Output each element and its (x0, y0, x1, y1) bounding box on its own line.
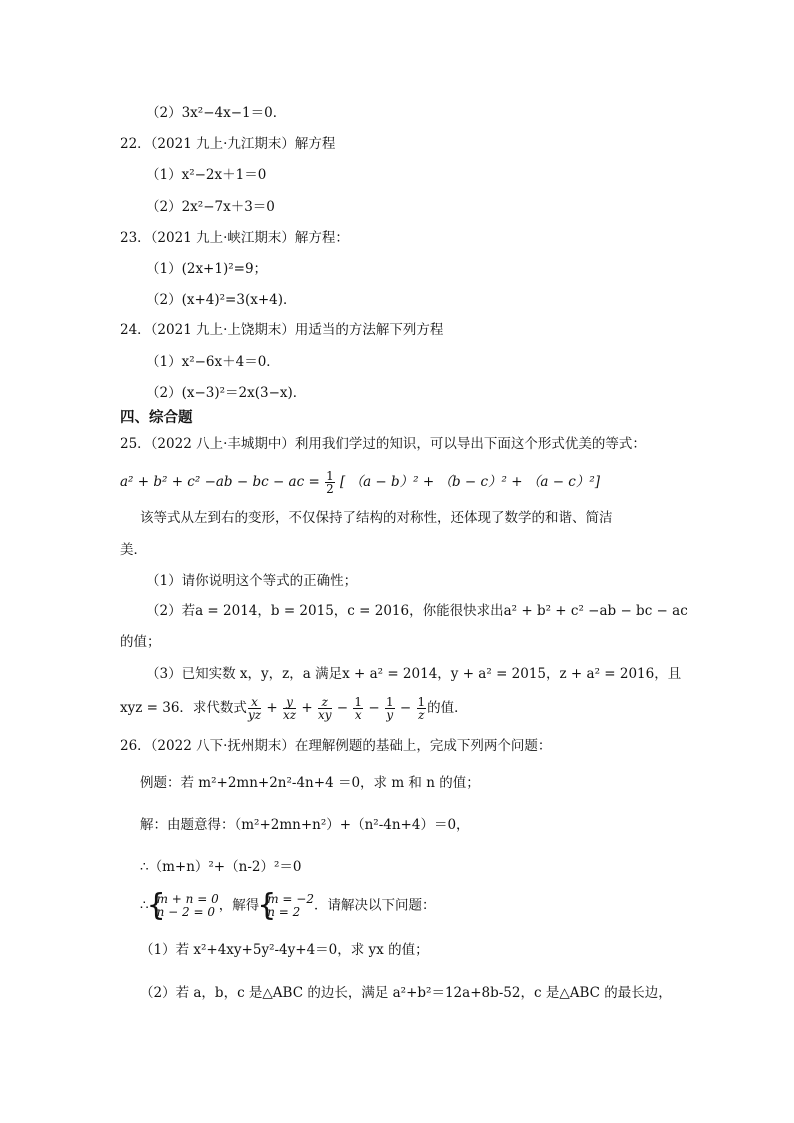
q25-remark: 该等式从左到右的变形，不仅保持了结构的对称性，还体现了数学的和谐、简洁 (140, 510, 613, 526)
q23-part2: （2）(x+4)²=3(x+4)． (146, 292, 297, 308)
q26-part2: （2）若 a，b，c 是△ABC 的边长，满足 a²+b²＝12a+8b-52，c 是△ABC 的最长边， (140, 985, 672, 1001)
frac-1-z (417, 696, 427, 721)
q25-part2: （2）若a = 2014，b = 2015，c = 2016，你能很快求出a² + b² + c² −ab − bc − ac (146, 603, 688, 619)
q21-part2: （2）3x²−4x−1＝0． (146, 105, 287, 121)
system-row: n = 2 (267, 905, 301, 919)
system-row: n − 2 = 0 (156, 905, 215, 919)
frac-num: 1 (354, 695, 363, 709)
q23-part1: （1）(2x+1)²=9； (146, 261, 268, 277)
q25-part3: （3）已知实数 x，y，z，a 满足x + a² = 2014，y + a² = 2015，z + a² = 2016，且 (146, 666, 682, 682)
q26-example: 例题：若 m²+2mn+2n²-4n+4 ＝0，求 m 和 n 的值； (140, 775, 480, 791)
expr-tail: 的值． (427, 700, 468, 716)
q26-solution-step2: ∴（m+n）²+（n-2）²＝0 (140, 859, 302, 875)
frac-den: xz (282, 708, 297, 722)
frac-den: z (418, 708, 425, 722)
q25-part3-expression: xyz = 36．求代数式 $\frac{x}{yz}$ + $\frac{y}{xz}$ + $\frac{z}{xy}$ − $\frac{1}{x}$ − $\frac{1}{y}$ − $\frac{1}{z}$ 的值． (120, 695, 468, 722)
system-equations-1 (149, 893, 219, 919)
solve-text: ，解得 (218, 897, 260, 914)
fraction-half (325, 470, 335, 495)
frac-z-xy (318, 696, 332, 721)
q26-solution-step1: 解：由题意得：（m²+2mn+n²）+（n²-4n+4）＝0， (140, 817, 470, 833)
q25-part2-end: 的值； (120, 634, 161, 650)
frac-den: yz (247, 708, 262, 722)
frac-den: xy (317, 708, 332, 722)
q24-part1: （1）x²−6x＋4＝0． (146, 354, 280, 370)
frac-den: y (386, 708, 394, 722)
system-row: { m = −2 (267, 892, 314, 906)
system-row: { m + n = 0 (156, 892, 219, 906)
therefore-sign: ∴ (140, 897, 149, 914)
q25-remark-end: 美． (120, 542, 147, 558)
q22-title: 22．（2021 九上·九江期末）解方程 (120, 136, 336, 152)
q25-identity (120, 470, 600, 495)
frac-num: z (318, 696, 332, 709)
q22-part1: （1）x²−2x＋1＝0 (146, 167, 267, 183)
frac-y-xz (283, 696, 296, 721)
frac-1-y (385, 696, 395, 721)
q23-title: 23．（2021 九上·峡江期末）解方程： (120, 230, 349, 246)
q24-part2: （2）(x−3)²＝2x(3−x)． (146, 385, 307, 401)
q26-solution-step3 (140, 893, 435, 919)
frac-num: y (283, 696, 296, 709)
q26-part1: （1）若 x²+4xy+5y²-4y+4＝0，求 yx 的值； (140, 942, 429, 958)
q26-title: 26．（2022 八下·抚州期末）在理解例题的基础上，完成下列两个问题： (120, 738, 552, 754)
frac-den: x (354, 708, 362, 722)
identity-left: a² + b² + c² −ab − bc − ac = (120, 474, 320, 490)
frac-1-x (353, 696, 363, 721)
instruction-text: ．请解决以下问题： (313, 897, 436, 914)
frac-x-yz (248, 696, 261, 721)
frac-num: 1 (385, 695, 394, 709)
q25-part1: （1）请你说明这个等式的正确性； (146, 573, 358, 589)
expr-lead: xyz = 36．求代数式 (120, 700, 247, 716)
system-equations-2 (259, 893, 314, 919)
frac-num: x (248, 696, 261, 709)
fraction-denominator: 2 (326, 482, 334, 496)
frac-num: 1 (417, 695, 426, 709)
q24-title: 24．（2021 九上·上饶期末）用适当的方法解下列方程 (120, 322, 444, 338)
section-heading: 四、综合题 (120, 409, 193, 426)
q25-title: 25．（2022 八上·丰城期中）利用我们学过的知识，可以导出下面这个形式优美的等式： (120, 436, 646, 452)
fraction-numerator: 1 (326, 469, 334, 483)
q22-part2: （2）2x²−7x＋3＝0 (146, 199, 275, 215)
identity-right: [ （a − b）² + （b − c）² + （a − c）²] (340, 474, 601, 490)
